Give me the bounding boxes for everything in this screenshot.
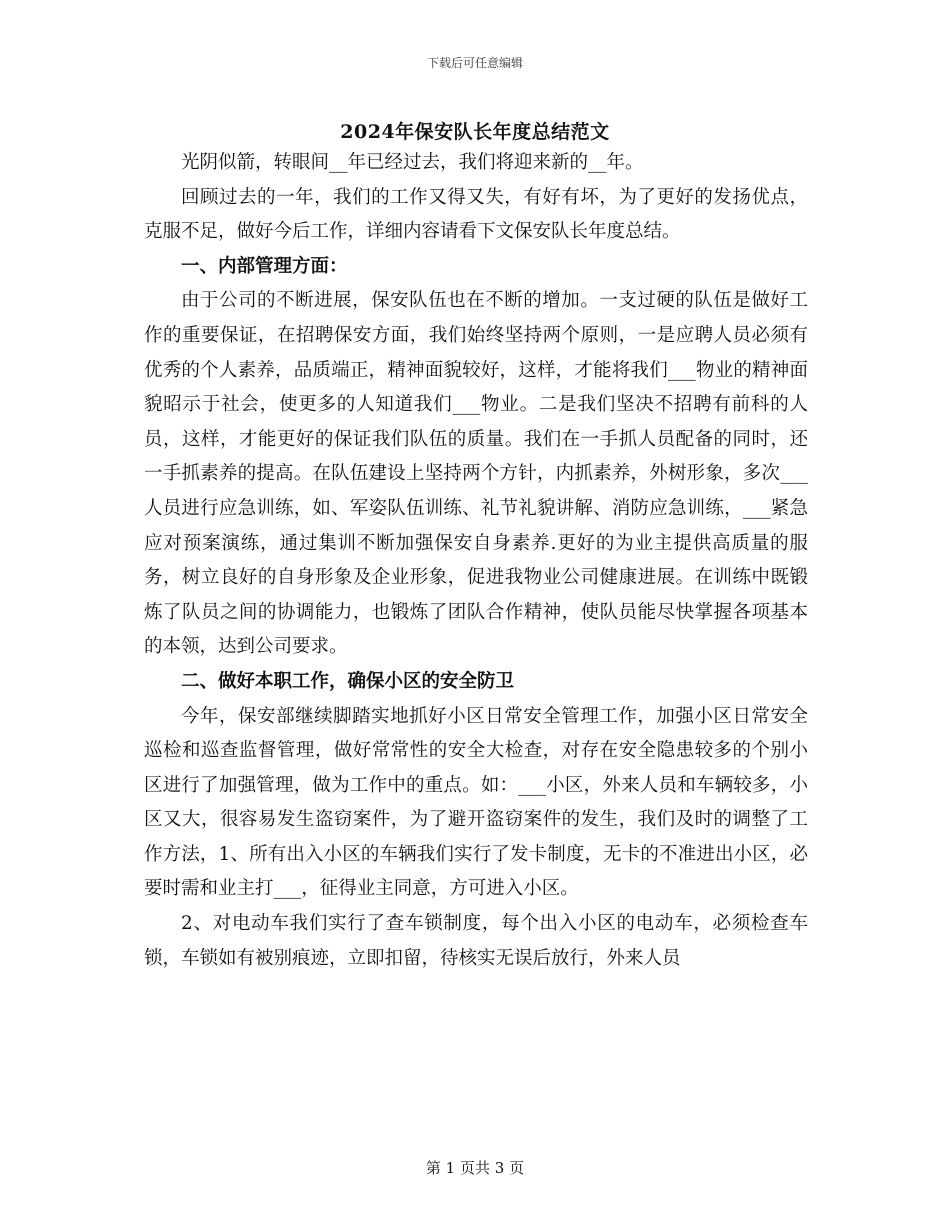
paragraph-security-duty: 今年，保安部继续脚踏实地抓好小区日常安全管理工作，加强小区日常安全巡检和巡查监督管理，做好常常性的安全大检查，对存在安全隐患较多的个别小区进行了加强管理，做为工作中的重点。如：___小区，外来人员和车辆较多，小区又大，很容易发生盗窃案件，为了避开盗窃案件的发生，我们及时的调整了工作方法，1、所有出入小区的车辆我们实行了发卡制度，无卡的不准进出小区，必要时需和业主打___，征得业主同意，方可进入小区。	[144, 705, 808, 900]
document-body	[144, 146, 808, 976]
section-heading-internal-management: 一、内部管理方面：	[181, 255, 348, 277]
page-number-footer: 第 1 页共 3 页	[425, 1159, 525, 1177]
document-title: 2024年保安队长年度总结范文	[340, 121, 610, 143]
paragraph-intro: 光阴似箭，转眼间__年已经过去，我们将迎来新的__年。	[181, 152, 644, 173]
paragraph-ebike-check: 2、对电动车我们实行了查车锁制度，每个出入小区的电动车，必须检查车锁，车锁如有被别痕迹，立即扣留，待核实无误后放行，外来人员	[144, 913, 808, 969]
paragraph-internal-management: 由于公司的不断进展，保安队伍也在不断的增加。一支过硬的队伍是做好工作的重要保证，在招聘保安方面，我们始终坚持两个原则，一是应聘人员必须有优秀的个人素养，品质端正，精神面貌较好，这样，才能将我们___物业的精神面貌昭示于社会，使更多的人知道我们___物业。二是我们坚决不招聘有前科的人员，这样，才能更好的保证我们队伍的质量。我们在一手抓人员配备的同时，还一手抓素养的提高。在队伍建设上坚持两个方针，内抓素养，外树形象，多次___人员进行应急训练，如、军姿队伍训练、礼节礼貌讲解、消防应急训练，___紧急应对预案演练，通过集训不断加强保安自身素养.更好的为业主提供高质量的服务，树立良好的自身形象及企业形象，促进我物业公司健康进展。在训练中既锻炼了队员之间的协调能力，也锻炼了团队合作精神，使队员能尽快掌握各项基本的本领，达到公司要求。	[144, 290, 808, 658]
section-heading-security-duty: 二、做好本职工作，确保小区的安全防卫	[181, 670, 515, 692]
header-note: 下载后可任意编辑	[426, 56, 523, 70]
paragraph-review: 回顾过去的一年，我们的工作又得又失，有好有坏，为了更好的发扬优点，克服不足，做好今后工作，详细内容请看下文保安队长年度总结。	[144, 186, 808, 243]
